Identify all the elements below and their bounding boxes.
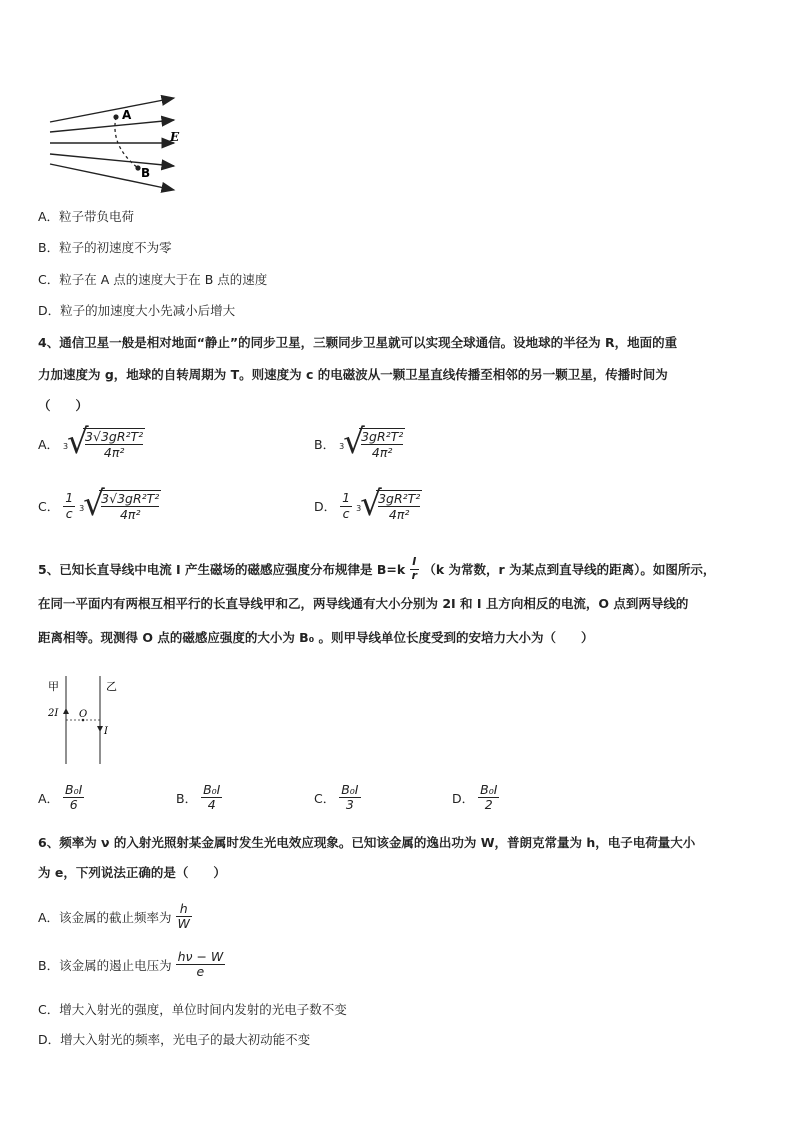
label-i: I — [104, 726, 108, 737]
cube-root: 3 √ $\frac{\text{3gR²T²}}{\text{4π²}}$ — [339, 422, 404, 462]
q5-stem-line2: 在同一平面内有两根互相平行的长直导线甲和乙，两导线通有大小分别为 2I 和 I 且方向相反的电流，O 点到两导线的 — [38, 596, 689, 611]
arrow-up-icon — [63, 708, 69, 714]
label-e: E — [170, 130, 180, 144]
q6-option-c: C．增大入射光的强度，单位时间内发射的光电子数不变 — [38, 1002, 347, 1017]
label-2i: 2I — [48, 708, 59, 719]
arrow-down-icon — [97, 726, 103, 732]
cube-root: 3 √ $\frac{\text{3√3gR²T²}}{\text{4π²}}$ — [79, 484, 160, 524]
answer-fraction: $\frac{\text{B₀I}}{4}$ — [203, 782, 221, 813]
answer-fraction: $\frac{\text{B₀I}}{3}$ — [341, 782, 359, 813]
coef-fraction: $\frac{1}{c}$ — [342, 490, 351, 521]
option-label: D． — [314, 499, 337, 514]
label-o: O — [79, 709, 88, 720]
q6-stem-line2: 为 e，下列说法正确的是（ ） — [38, 865, 226, 880]
q3-option-a: A．粒子带负电荷 — [38, 209, 135, 224]
q4-stem-line3: （ ） — [38, 398, 89, 413]
k-fraction: $\frac{I}{r}$ — [411, 555, 418, 582]
field-line — [50, 98, 174, 122]
q4-option-c — [38, 484, 161, 524]
label-b: B — [141, 166, 151, 180]
option-label: C． — [314, 790, 336, 806]
option-label: B． — [314, 437, 336, 452]
q4-stem-line2: 力加速度为 g，地球的自转周期为 T。则速度为 c 的电磁波从一颗卫星直线传播至相邻的另一颗卫星，传播时间为 — [38, 367, 668, 382]
field-line — [50, 154, 174, 166]
q5-option-d — [452, 783, 499, 813]
q4-stem-line1: 4、通信卫星一般是相对地面“静止”的同步卫星，三颗同步卫星就可以实现全球通信。设地球的半径为 R，地面的重 — [38, 335, 678, 350]
q5-stem-line1: 5、已知长直导线中电流 I 产生磁场的磁感应强度分布规律是 B=k $\frac{I}{r}$ （k 为常数，r 为某点到直导线的距离）。如图所示， — [38, 555, 716, 582]
point-a — [113, 114, 118, 119]
cube-root: 3 √ $\frac{\text{3gR²T²}}{\text{4π²}}$ — [356, 484, 421, 524]
parallel-wires-figure — [44, 676, 134, 768]
q4-option-b — [314, 422, 405, 462]
field-line — [50, 120, 174, 132]
option-label: A． — [38, 437, 60, 452]
q5-stem-line3: 距离相等。现测得 O 点的磁感应强度的大小为 B₀ 。则甲导线单位长度受到的安培力大小为（ ） — [38, 630, 594, 645]
q5-option-a — [38, 783, 84, 813]
option-label: D． — [452, 790, 475, 806]
q5-option-c — [314, 783, 361, 813]
cutoff-frequency-fraction: $\frac{h}{W}$ — [177, 901, 190, 932]
q3-option-c: C．粒子在 A 点的速度大于在 B 点的速度 — [38, 272, 268, 287]
q3-option-b: B．粒子的初速度不为零 — [38, 240, 172, 255]
label-jia: 甲 — [48, 680, 59, 693]
cube-root: 3 √ $\frac{\text{3√3gR²T²}}{\text{4π²}}$ — [63, 422, 144, 462]
q4-option-d — [314, 484, 422, 524]
option-label: B． — [176, 790, 198, 806]
field-lines-figure — [48, 94, 188, 198]
label-yi: 乙 — [106, 680, 117, 693]
label-a: A — [122, 108, 132, 122]
coef-fraction: $\frac{1}{c}$ — [65, 490, 74, 521]
option-label: C． — [38, 499, 60, 514]
field-line — [50, 164, 174, 190]
q4-option-a — [38, 422, 145, 462]
q6-option-d: D．增大入射光的频率，光电子的最大初动能不变 — [38, 1032, 311, 1047]
q6-stem-line1: 6、频率为 ν 的入射光照射某金属时发生光电效应现象。已知该金属的逸出功为 W，普朗克常量为 h，电子电荷量大小 — [38, 835, 696, 850]
q3-option-d: D．粒子的加速度大小先减小后增大 — [38, 303, 236, 318]
q6-option-a: A．该金属的截止频率为 $\frac{h}{W}$ — [38, 901, 190, 932]
point-b — [135, 165, 140, 170]
q5-option-b — [176, 783, 222, 813]
stopping-voltage-fraction: $\frac{h\nu - W}{e}$ — [177, 949, 224, 980]
answer-fraction: $\frac{\text{B₀I}}{6}$ — [65, 782, 83, 813]
q6-option-b: B．该金属的遏止电压为 $\frac{h\nu - W}{e}$ — [38, 949, 224, 980]
option-label: A． — [38, 790, 60, 806]
answer-fraction: $\frac{\text{B₀I}}{2}$ — [480, 782, 498, 813]
